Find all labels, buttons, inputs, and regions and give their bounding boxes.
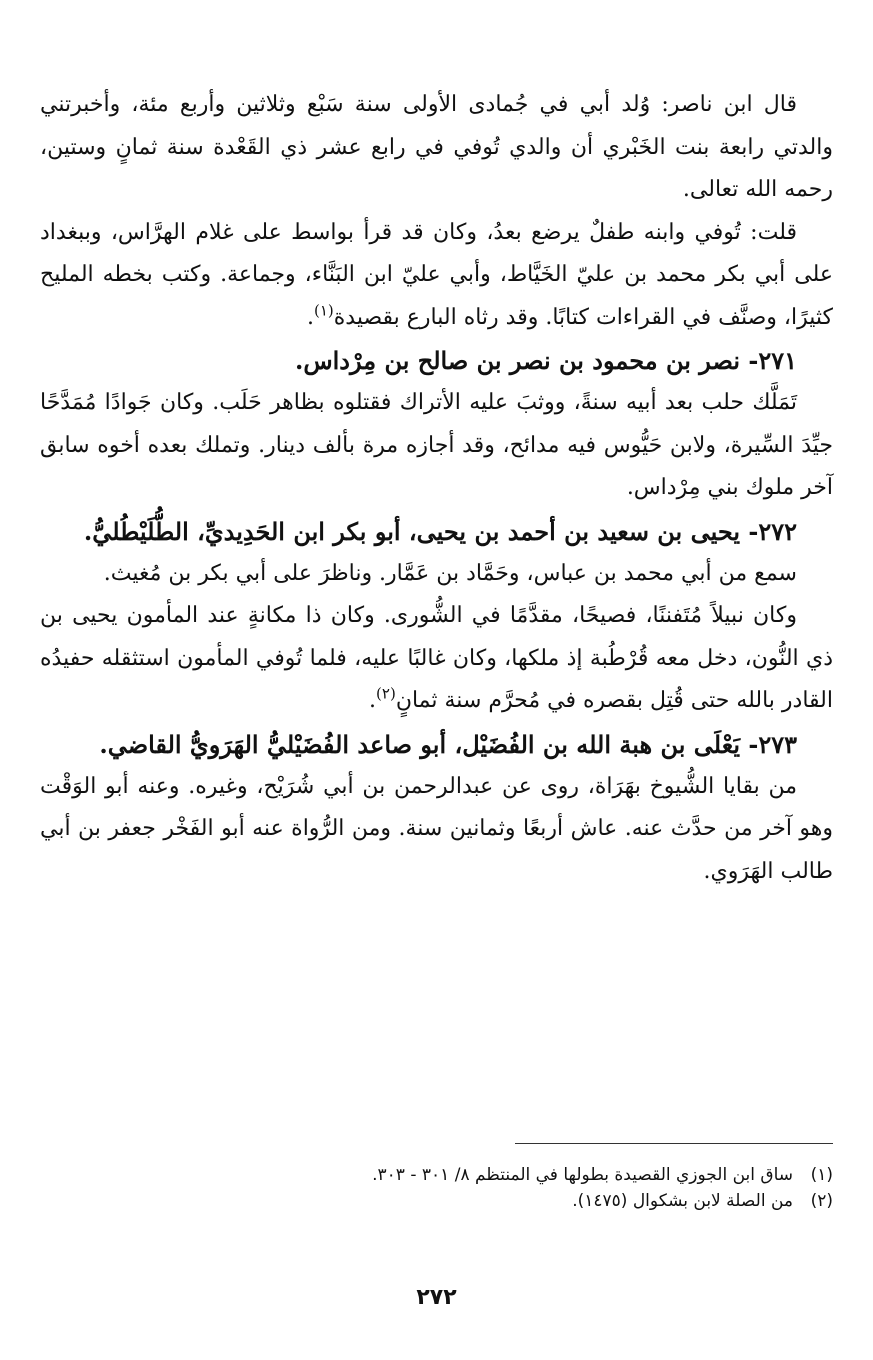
paragraph-author-note: قلت: تُوفي وابنه طفلٌ يرضع بعدُ، وكان قد قرأ بواسط على غلام الهرَّاس، وببغداد على أبي بكر محمد بن عليّ الخَيَّاط، وأبي عليّ ابن البَنَّاء، وجماعة. وكتب بخطه المليح كثيرًا، وصنَّف في القراءات كتابًا. وقد رثاه البارع بقصيدة$^{(١)}$.: [40, 219, 833, 330]
paragraph-entry-272-b-text: وكان نبيلاً مُتَفننًا، فصيحًا، مقدَّمًا في الشُّورى. وكان ذا مكانةٍ عند المأمون يحيى بن ذي النُّون، دخل معه قُرْطُبة إذ ملكها، وكان غالبًا عليه، فلما تُوفي المأمون استثقله حفيدُه القادر بالله حتى قُتِل بقصره في مُحرَّم سنة ثمانٍ: [40, 603, 833, 713]
main-text: [40, 84, 833, 893]
paragraph-entry-271: تَمَلَّك حلب بعد أبيه سنةً، ووثبَ عليه الأتراك فقتلوه بظاهر حَلَب. وكان جَوادًا مُمَدَّحًا جيِّدَ السِّيرة، ولابن حَيُّوس فيه مدائح، وقد أجازه مرة بألف دينار. وتملك بعده أخوه سابق آخر ملوك بني مِرْداس.: [40, 390, 833, 500]
footnote-divider: [515, 1143, 833, 1144]
footnote-ref-2: (٢): [376, 684, 396, 703]
footnote-2-number: (٢): [810, 1191, 833, 1211]
footnote-2-text: من الصلة لابن بشكوال (١٤٧٥).: [572, 1191, 793, 1211]
footnote-1-text: ساق ابن الجوزي القصيدة بطولها في المنتظم ٨/ ٣٠١ - ٣٠٣.: [372, 1165, 793, 1185]
entry-heading-273: ٢٧٣- يَعْلَى بن هبة الله بن الفُضَيْل، أبو صاعد الفُضَيْليُّ الهَرَويُّ القاضي.: [99, 729, 797, 759]
paragraph-entry-272-a: سمع من أبي محمد بن عباس، وحَمَّاد بن عَمَّار. وناظرَ على أبي بكر بن مُغيث.: [103, 560, 797, 586]
footnote-1: [40, 1162, 833, 1188]
paragraph-ibn-nasir-quote: قال ابن ناصر: وُلد أبي في جُمادى الأولى سنة سَبْع وثلاثين وأربع مئة، وأخبرتني والدتي رابعة بنت الخَبْري أن والدي تُوفي في رابع عشر ذي القَعْدة سنة ثمانٍ وستين، رحمه الله تعالى.: [40, 92, 833, 202]
footnote-1-number: (١): [810, 1165, 833, 1185]
entry-heading-271: ٢٧١- نصر بن محمود بن نصر بن صالح بن مِرْداس.: [294, 346, 797, 375]
page-number: ٢٧٢: [416, 1285, 457, 1310]
paragraph-entry-273: من بقايا الشُّيوخ بهَرَاة، روى عن عبدالرحمن بن أبي شُرَيْح، وغيره. وعنه أبو الوَقْت وهو آخر من حدَّث عنه. عاش أربعًا وثمانين سنة. ومن الرُّواة عنه أبو الفَخْر جعفر بن أبي طالب الهَرَوي.: [40, 773, 833, 884]
footnotes: [40, 1162, 833, 1214]
paragraph-entry-272-b: وكان نبيلاً مُتَفننًا، فصيحًا، مقدَّمًا في الشُّورى. وكان ذا مكانةٍ عند المأمون يحيى بن ذي النُّون، دخل معه قُرْطُبة إذ ملكها، وكان غالبًا عليه، فلما تُوفي المأمون استثقله حفيدُه القادر بالله حتى قُتِل بقصره في مُحرَّم سنة ثمانٍ$^{(٢)}$.: [40, 603, 833, 713]
footnote-ref-1: (١): [313, 301, 334, 320]
entry-heading-272: ٢٧٢- يحيى بن سعيد بن أحمد بن يحيى، أبو بكر ابن الحَدِيديِّ، الطُّلَيْطُليُّ.: [83, 516, 797, 546]
footnote-2: [40, 1188, 833, 1214]
paragraph-author-note-text: قلت: تُوفي وابنه طفلٌ يرضع بعدُ، وكان قد قرأ بواسط على غلام الهرَّاس، وببغداد على أبي بكر محمد بن عليّ الخَيَّاط، وأبي عليّ ابن البَنَّاء، وجماعة. وكتب بخطه المليح كثيرًا، وصنَّف في القراءات كتابًا. وقد رثاه البارع بقصيدة: [40, 219, 833, 330]
